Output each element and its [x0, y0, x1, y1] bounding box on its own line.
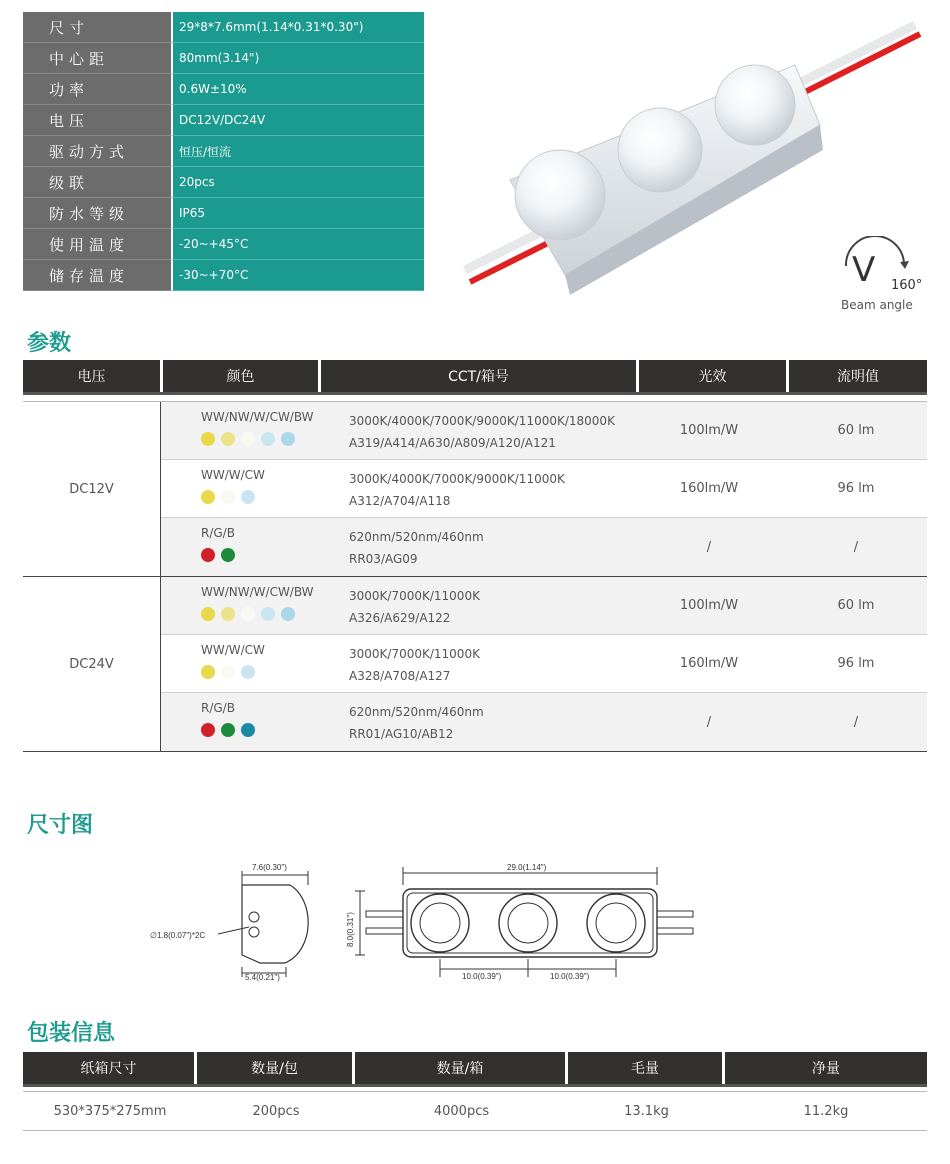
- bin-text: RR01/AG10/AB12: [349, 727, 454, 741]
- spec-value: -30~+70°C: [171, 260, 424, 291]
- header-lumen: 流明值: [789, 360, 927, 392]
- spec-label: 尺寸: [23, 12, 171, 43]
- spec-value: IP65: [171, 198, 424, 229]
- dim-front-length: 29.0(1.14"): [507, 863, 547, 872]
- dim-spacing-2: 10.0(0.39"): [550, 972, 590, 981]
- color-dots: [201, 548, 313, 562]
- spec-row: [23, 74, 424, 105]
- spec-value: 20pcs: [171, 167, 424, 198]
- color-dot-icon: [201, 723, 215, 737]
- color-text: WW/W/CW: [201, 643, 265, 657]
- bin-text: A319/A414/A630/A809/A120/A121: [349, 436, 556, 450]
- lens-icon: [618, 108, 702, 192]
- dim-hole: ∅1.8(0.07")*2C: [150, 931, 206, 940]
- package-header: [23, 1052, 927, 1087]
- table-row: [161, 460, 927, 518]
- bin-text: RR03/AG09: [349, 552, 418, 566]
- front-view-icon: [355, 867, 693, 977]
- section-title-dimensions: 尺寸图: [27, 813, 94, 838]
- spec-label: 级联: [23, 167, 171, 198]
- cct-text: 3000K/7000K/11000K: [349, 589, 480, 603]
- lumen-cell: /: [853, 714, 859, 730]
- table-row: [161, 402, 927, 460]
- beam-letter: V: [852, 250, 876, 290]
- bin-text: A312/A704/A118: [349, 494, 451, 508]
- pk-header-qty-box: 数量/箱: [355, 1052, 565, 1084]
- color-dot-icon: [201, 665, 215, 679]
- cct-text: 620nm/520nm/460nm: [349, 705, 484, 719]
- color-dot-icon: [241, 665, 255, 679]
- spec-value: 恒压/恒流: [171, 136, 424, 167]
- spec-value: 0.6W±10%: [171, 74, 424, 105]
- spec-row: [23, 136, 424, 167]
- lumen-cell: 60 lm: [837, 598, 875, 613]
- color-dot-icon: [241, 432, 255, 446]
- wire-red-icon: [793, 34, 920, 98]
- header-color: 颜色: [163, 360, 318, 392]
- color-dot-icon: [201, 432, 215, 446]
- section-title-params: 参数: [27, 331, 72, 356]
- lumen-cell: 96 lm: [837, 481, 875, 496]
- color-dot-icon: [261, 607, 275, 621]
- lumen-cell: 60 lm: [837, 423, 875, 438]
- header-efficacy: 光效: [639, 360, 786, 392]
- beam-angle-badge: [838, 236, 928, 316]
- color-text: WW/NW/W/CW/BW: [201, 410, 314, 424]
- spec-row: [23, 198, 424, 229]
- color-dot-icon: [221, 432, 235, 446]
- package-table: [23, 1052, 927, 1131]
- cct-text: 3000K/4000K/7000K/9000K/11000K: [349, 472, 565, 486]
- spec-label: 使用温度: [23, 229, 171, 260]
- voltage-group: [23, 402, 927, 577]
- color-dot-icon: [201, 490, 215, 504]
- cct-text: 620nm/520nm/460nm: [349, 530, 484, 544]
- spec-label: 电压: [23, 105, 171, 136]
- spec-value: -20~+45°C: [171, 229, 424, 260]
- pk-carton: 530*375*275mm: [53, 1103, 167, 1119]
- spec-value: DC12V/DC24V: [171, 105, 424, 136]
- color-dots: [201, 607, 313, 621]
- cct-text: 3000K/7000K/11000K: [349, 647, 480, 661]
- table-row: [161, 693, 927, 751]
- side-view-icon: [218, 871, 308, 977]
- table-row: [161, 518, 927, 576]
- wire-white-icon: [785, 25, 915, 90]
- voltage-cell: DC24V: [23, 577, 161, 751]
- beam-arc-icon: [838, 236, 918, 281]
- table-row: [23, 1091, 927, 1131]
- color-dot-icon: [221, 607, 235, 621]
- color-dot-icon: [281, 432, 295, 446]
- efficacy-cell: 160lm/W: [679, 656, 739, 671]
- efficacy-cell: 100lm/W: [679, 423, 739, 438]
- dim-spacing-1: 10.0(0.39"): [462, 972, 502, 981]
- color-dots: [201, 432, 313, 446]
- spec-label: 储存温度: [23, 260, 171, 291]
- pk-header-net: 净量: [725, 1052, 927, 1084]
- dim-side-width: 7.6(0.30"): [252, 863, 287, 872]
- color-dot-icon: [201, 548, 215, 562]
- color-text: R/G/B: [201, 701, 235, 715]
- spec-table: [23, 12, 424, 291]
- color-dot-icon: [221, 665, 235, 679]
- bin-text: A326/A629/A122: [349, 611, 451, 625]
- pk-header-gross: 毛量: [568, 1052, 722, 1084]
- bin-text: A328/A708/A127: [349, 669, 451, 683]
- dimension-drawing: [150, 855, 710, 990]
- voltage-group: [23, 577, 927, 752]
- efficacy-cell: 160lm/W: [679, 481, 739, 496]
- pk-qty-box: 4000pcs: [433, 1103, 490, 1119]
- header-cct: CCT/箱号: [321, 360, 636, 392]
- spec-row: [23, 167, 424, 198]
- table-row: [161, 635, 927, 693]
- beam-value: 160°: [891, 278, 923, 293]
- spec-row: [23, 229, 424, 260]
- spec-label: 中心距: [23, 43, 171, 74]
- pk-header-carton: 纸箱尺寸: [23, 1052, 194, 1084]
- spec-value: 80mm(3.14"): [171, 43, 424, 74]
- spec-row: [23, 43, 424, 74]
- table-row: [161, 577, 927, 635]
- dim-side-bottom: 5.4(0.21"): [245, 973, 280, 982]
- params-header: [23, 360, 927, 395]
- header-voltage: 电压: [23, 360, 160, 392]
- spec-label: 防水等级: [23, 198, 171, 229]
- lumen-cell: 96 lm: [837, 656, 875, 671]
- efficacy-cell: 100lm/W: [679, 598, 739, 613]
- color-text: WW/W/CW: [201, 468, 265, 482]
- color-dots: [201, 723, 313, 737]
- pk-header-qty-pack: 数量/包: [197, 1052, 352, 1084]
- voltage-cell: DC12V: [23, 402, 161, 576]
- spec-label: 功率: [23, 74, 171, 105]
- color-dot-icon: [221, 490, 235, 504]
- color-dot-icon: [221, 548, 235, 562]
- spec-row: [23, 12, 424, 43]
- color-text: WW/NW/W/CW/BW: [201, 585, 314, 599]
- params-table: [23, 360, 927, 752]
- pk-qty-pack: 200pcs: [252, 1103, 300, 1119]
- spec-value: 29*8*7.6mm(1.14*0.31*0.30"): [171, 12, 424, 43]
- spec-label: 驱动方式: [23, 136, 171, 167]
- efficacy-cell: /: [706, 539, 712, 555]
- spec-row: [23, 260, 424, 291]
- color-dot-icon: [241, 607, 255, 621]
- color-dot-icon: [281, 607, 295, 621]
- pk-net: 11.2kg: [803, 1103, 849, 1119]
- color-dots: [201, 665, 313, 679]
- color-dot-icon: [241, 723, 255, 737]
- spec-row: [23, 105, 424, 136]
- lens-icon: [515, 150, 605, 240]
- color-dot-icon: [221, 723, 235, 737]
- efficacy-cell: /: [706, 714, 712, 730]
- color-text: R/G/B: [201, 526, 235, 540]
- lumen-cell: /: [853, 539, 859, 555]
- lens-icon: [715, 65, 795, 145]
- beam-label: Beam angle: [841, 298, 913, 312]
- color-dot-icon: [241, 490, 255, 504]
- pk-gross: 13.1kg: [624, 1103, 669, 1119]
- color-dot-icon: [261, 432, 275, 446]
- dim-front-height: 8.0(0.31"): [346, 912, 355, 947]
- color-dots: [201, 490, 313, 504]
- section-title-package: 包装信息: [27, 1021, 116, 1046]
- color-dot-icon: [201, 607, 215, 621]
- cct-text: 3000K/4000K/7000K/9000K/11000K/18000K: [349, 414, 615, 428]
